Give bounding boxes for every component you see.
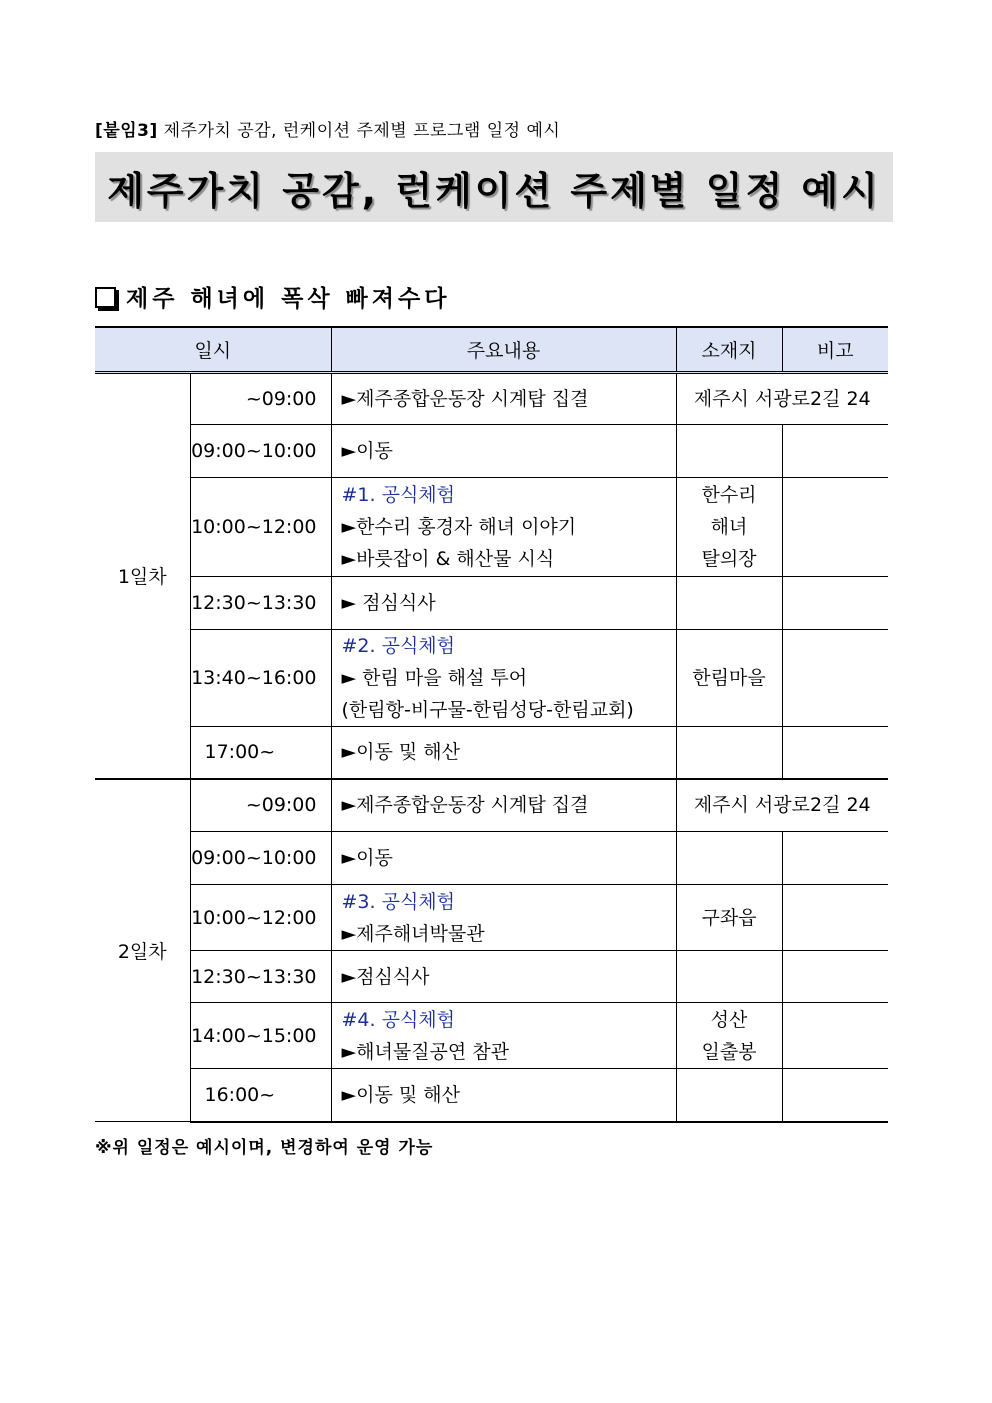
location-cell: 제주시 서광로2길 24 (676, 779, 888, 832)
remarks-cell (782, 577, 888, 630)
table-row (95, 373, 888, 425)
location-cell: 성산 일출봉 (676, 1003, 782, 1069)
attachment-label: [붙임3] 제주가치 공감, 런케이션 주제별 프로그램 일정 예시 (95, 121, 561, 141)
location-cell (676, 577, 782, 630)
header-remarks: 비고 (782, 327, 888, 373)
time-cell: 12:30~13:30 (190, 577, 331, 630)
document-title: 제주가치 공감, 런케이션 주제별 일정 예시 (107, 168, 881, 213)
day-label: 2일차 (95, 779, 190, 1122)
time-cell: 16:00~ (190, 1069, 331, 1122)
content-cell: ►이동 및 해산 (331, 1069, 676, 1122)
content-cell: ►점심식사 (331, 951, 676, 1003)
table-row (95, 951, 888, 1003)
time-cell: ~09:00 (190, 779, 331, 832)
table-row (95, 577, 888, 630)
day-label: 1일차 (95, 373, 190, 779)
section-heading: 제주 해녀에 폭삭 빠져수다 (95, 280, 450, 313)
checkbox-square-icon (95, 287, 116, 308)
time-cell: ~09:00 (190, 373, 331, 425)
remarks-cell (782, 1003, 888, 1069)
remarks-cell (782, 478, 888, 577)
location-cell: 한수리 해녀 탈의장 (676, 478, 782, 577)
remarks-cell (782, 832, 888, 885)
table-row (95, 779, 888, 832)
location-cell (676, 727, 782, 779)
location-cell (676, 1069, 782, 1122)
time-cell: 10:00~12:00 (190, 885, 331, 951)
header-datetime: 일시 (95, 327, 331, 373)
header-location: 소재지 (676, 327, 782, 373)
table-row (95, 630, 888, 727)
location-cell (676, 832, 782, 885)
content-cell: ►이동 및 해산 (331, 727, 676, 779)
location-cell: 한림마을 (676, 630, 782, 727)
content-cell: #2. 공식체험 ► 한림 마을 해설 투어 (한림항-비구물-한림성당-한림교회) (331, 630, 676, 727)
content-cell: #3. 공식체험 ►제주해녀박물관 (331, 885, 676, 951)
table-row (95, 478, 888, 577)
content-cell: ►제주종합운동장 시계탑 집결 (331, 779, 676, 832)
content-cell: ►제주종합운동장 시계탑 집결 (331, 373, 676, 425)
location-cell: 제주시 서광로2길 24 (676, 373, 888, 425)
time-cell: 09:00~10:00 (190, 425, 331, 478)
location-cell (676, 951, 782, 1003)
time-cell: 17:00~ (190, 727, 331, 779)
time-cell: 12:30~13:30 (190, 951, 331, 1003)
content-cell: #4. 공식체험 ►해녀물질공연 참관 (331, 1003, 676, 1069)
remarks-cell (782, 1069, 888, 1122)
header-content: 주요내용 (331, 327, 676, 373)
table-row (95, 727, 888, 779)
table-row (95, 425, 888, 478)
remarks-cell (782, 630, 888, 727)
remarks-cell (782, 425, 888, 478)
remarks-cell (782, 727, 888, 779)
location-cell: 구좌읍 (676, 885, 782, 951)
remarks-cell (782, 951, 888, 1003)
content-cell: ►이동 (331, 832, 676, 885)
program-heading: #1. 공식체험 (341, 484, 456, 506)
footnote: ※위 일정은 예시이며, 변경하여 운영 가능 (95, 1138, 434, 1158)
table-row (95, 1069, 888, 1122)
schedule-table (95, 326, 888, 1123)
time-cell: 13:40~16:00 (190, 630, 331, 727)
time-cell: 10:00~12:00 (190, 478, 331, 577)
remarks-cell (782, 885, 888, 951)
table-row (95, 832, 888, 885)
table-row (95, 885, 888, 951)
content-cell: ►이동 (331, 425, 676, 478)
table-header-row (95, 327, 888, 373)
program-heading: #2. 공식체험 (341, 635, 456, 657)
time-cell: 14:00~15:00 (190, 1003, 331, 1069)
table-row (95, 1003, 888, 1069)
content-cell: ► 점심식사 (331, 577, 676, 630)
content-cell: #1. 공식체험 ►한수리 홍경자 해녀 이야기 ►바릇잡이 & 해산물 시식 (331, 478, 676, 577)
time-cell: 09:00~10:00 (190, 832, 331, 885)
program-heading: #3. 공식체험 (341, 890, 456, 913)
document-title-banner (95, 152, 893, 222)
location-cell (676, 425, 782, 478)
program-heading: #4. 공식체험 (341, 1008, 456, 1031)
